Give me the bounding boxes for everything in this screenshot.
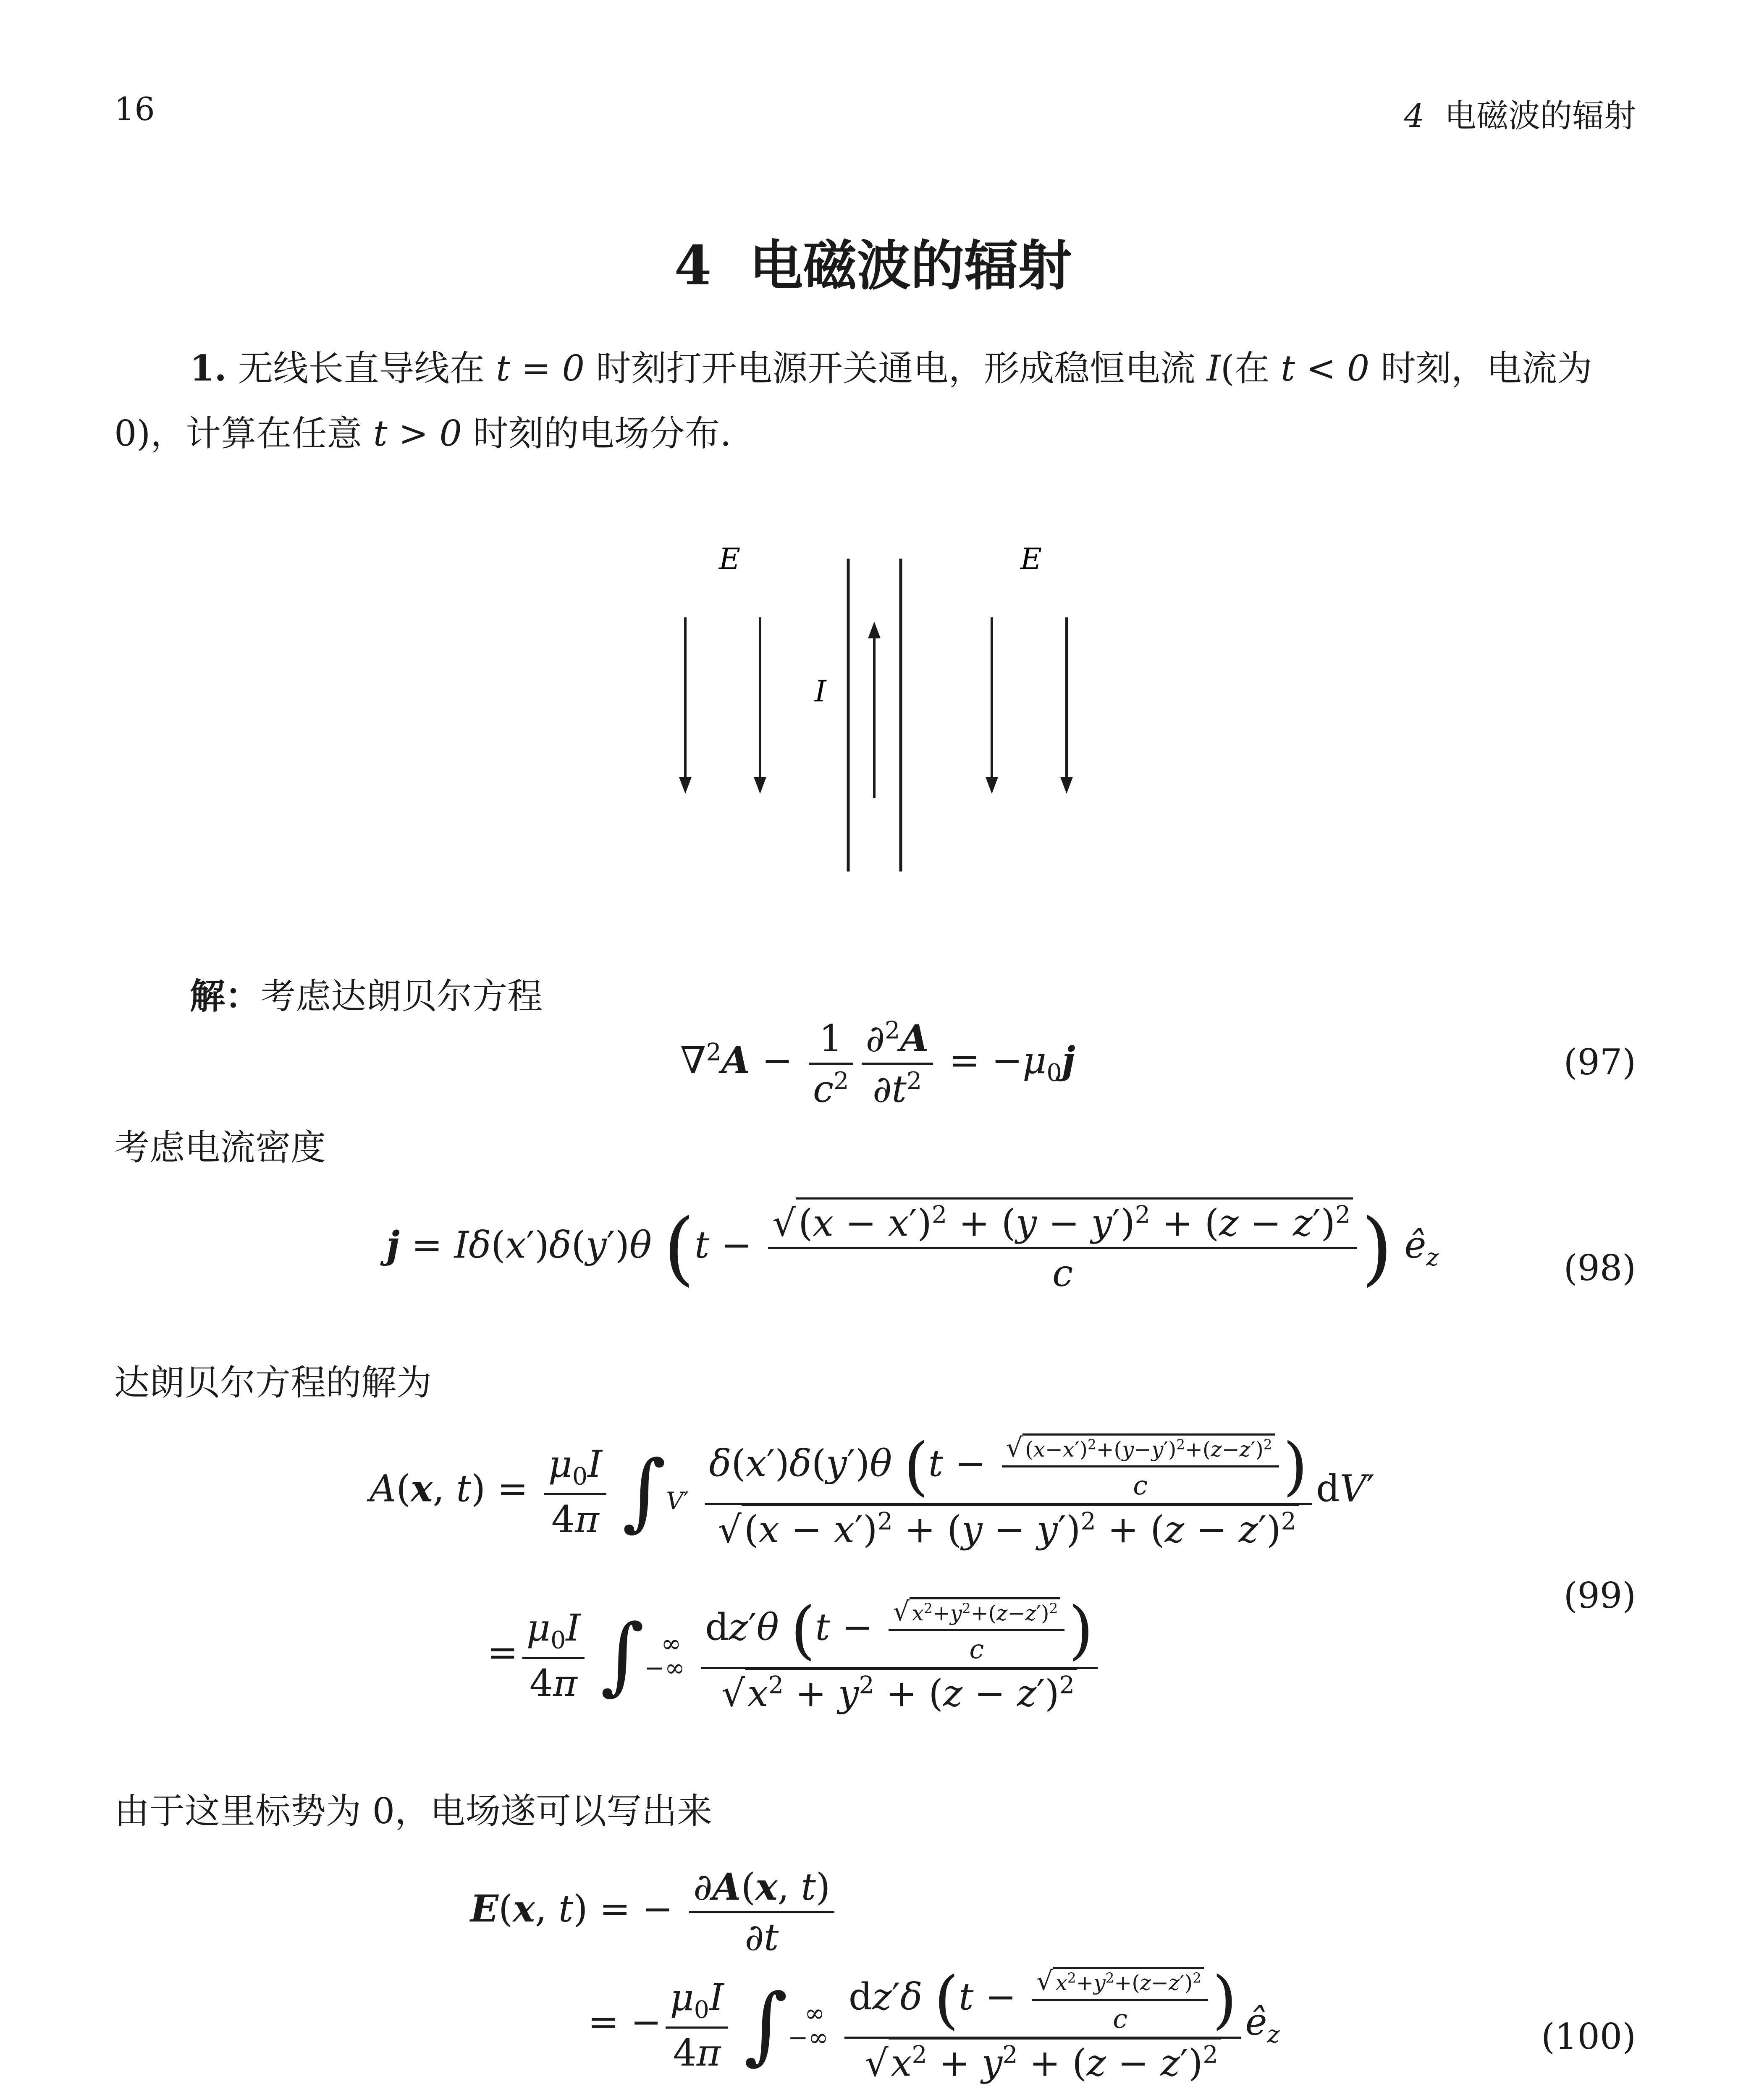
e-label-right: E bbox=[1020, 542, 1042, 576]
field-arrowhead bbox=[679, 777, 692, 794]
equation-100-line-2: = − $\frac{\mu_0I}{4\pi}$ ∫ ∞ −∞ dz′δ (t − $\frac{√ x^2+y^2+(z-z')^2}{c}$ ) $√x^2 + y^2 + (z - z')^2$ $ê_z$ bbox=[588, 1963, 1280, 2085]
field-arrowhead bbox=[1060, 777, 1073, 794]
p1-text: 时刻，电流为 bbox=[1380, 348, 1592, 389]
wire-field-figure bbox=[630, 525, 1134, 903]
page-number: 16 bbox=[114, 90, 155, 128]
current-arrowhead bbox=[868, 622, 881, 638]
e-label-left: E bbox=[719, 542, 741, 576]
p1-text: 时刻打开电源开关通电，形成稳恒电流 bbox=[595, 348, 1195, 389]
field-arrowhead bbox=[754, 777, 766, 794]
running-section-number: 4 bbox=[1404, 97, 1424, 134]
problem-1 bbox=[114, 347, 1634, 389]
running-section-title: 电磁波的辐射 bbox=[1445, 97, 1636, 134]
solution-label: 解： bbox=[190, 975, 261, 1017]
running-header bbox=[1404, 90, 1636, 136]
solution-text: 考虑达朗贝尔方程 bbox=[260, 976, 543, 1017]
p1-math: t > 0 bbox=[373, 413, 462, 454]
equation-number-97: (97) bbox=[1563, 1042, 1636, 1083]
p1-math: t = 0 bbox=[496, 348, 585, 389]
p1-text: 0)，计算在任意 bbox=[114, 413, 362, 454]
field-arrowhead bbox=[986, 777, 998, 794]
equation-98: j = Iδ(x′)δ(y′)θ (t − $\frac{√(x - x')^2 + (y - y')^2 + (z - z')^2}{c}$ ) $ê_z$ bbox=[386, 1201, 1439, 1295]
section-title bbox=[0, 223, 1746, 300]
p1-math: t < 0 bbox=[1281, 348, 1370, 389]
p1-text: 时刻的电场分布. bbox=[473, 413, 731, 454]
equation-100-line-1: E(x, t) = − $\frac{\partial A(x, t)}{\partial t}$ bbox=[470, 1865, 839, 1959]
equation-99-line-2: = $\frac{\mu_0I}{4\pi}$ ∫ ∞ −∞ dz′θ (t − $\frac{√ x^2+y^2+(z-z')^2}{c}$ ) $√x^2 + y^2 + (z - z')^2$ bbox=[487, 1596, 1102, 1715]
equation-number-100: (100) bbox=[1541, 2016, 1636, 2057]
solution-intro bbox=[114, 975, 1634, 1017]
text-current-density: 考虑电流密度 bbox=[114, 1127, 326, 1168]
p1-text: (在 bbox=[1220, 348, 1270, 389]
p1-text: 无线长直导线在 bbox=[238, 348, 485, 389]
current-label: I bbox=[815, 674, 826, 709]
equation-99-line-1: A(x, t) = $\frac{\mu_0I}{4\pi}$ $\int_{V'}$ δ(x′)δ(y′)θ (t − $\frac{√ (x-x')^2+(y-y')^2+(z-z')^2}{c}$ ) $√(x - x')^2 + (y - y')^2 + (z - z')^2$ dV′ bbox=[370, 1430, 1375, 1551]
equation-97: ∇$^2$A − $\frac{1}{c^2}$ $\frac{\partial^2A}{\partial t^2}$ = $-\mu_0j$ bbox=[680, 1016, 1075, 1111]
text-potential-zero: 由于这里标势为 0，电场遂可以写出来 bbox=[114, 1790, 713, 1832]
section-number: 4 bbox=[674, 234, 712, 297]
problem-1-line2 bbox=[114, 413, 1634, 454]
p1-math: I bbox=[1206, 348, 1221, 389]
equation-number-98: (98) bbox=[1563, 1247, 1636, 1289]
equation-number-99: (99) bbox=[1563, 1575, 1636, 1616]
text-solution-is: 达朗贝尔方程的解为 bbox=[114, 1362, 432, 1403]
problem-1-label: 1. bbox=[190, 347, 227, 389]
section-title-text: 电磁波的辐射 bbox=[749, 234, 1072, 297]
